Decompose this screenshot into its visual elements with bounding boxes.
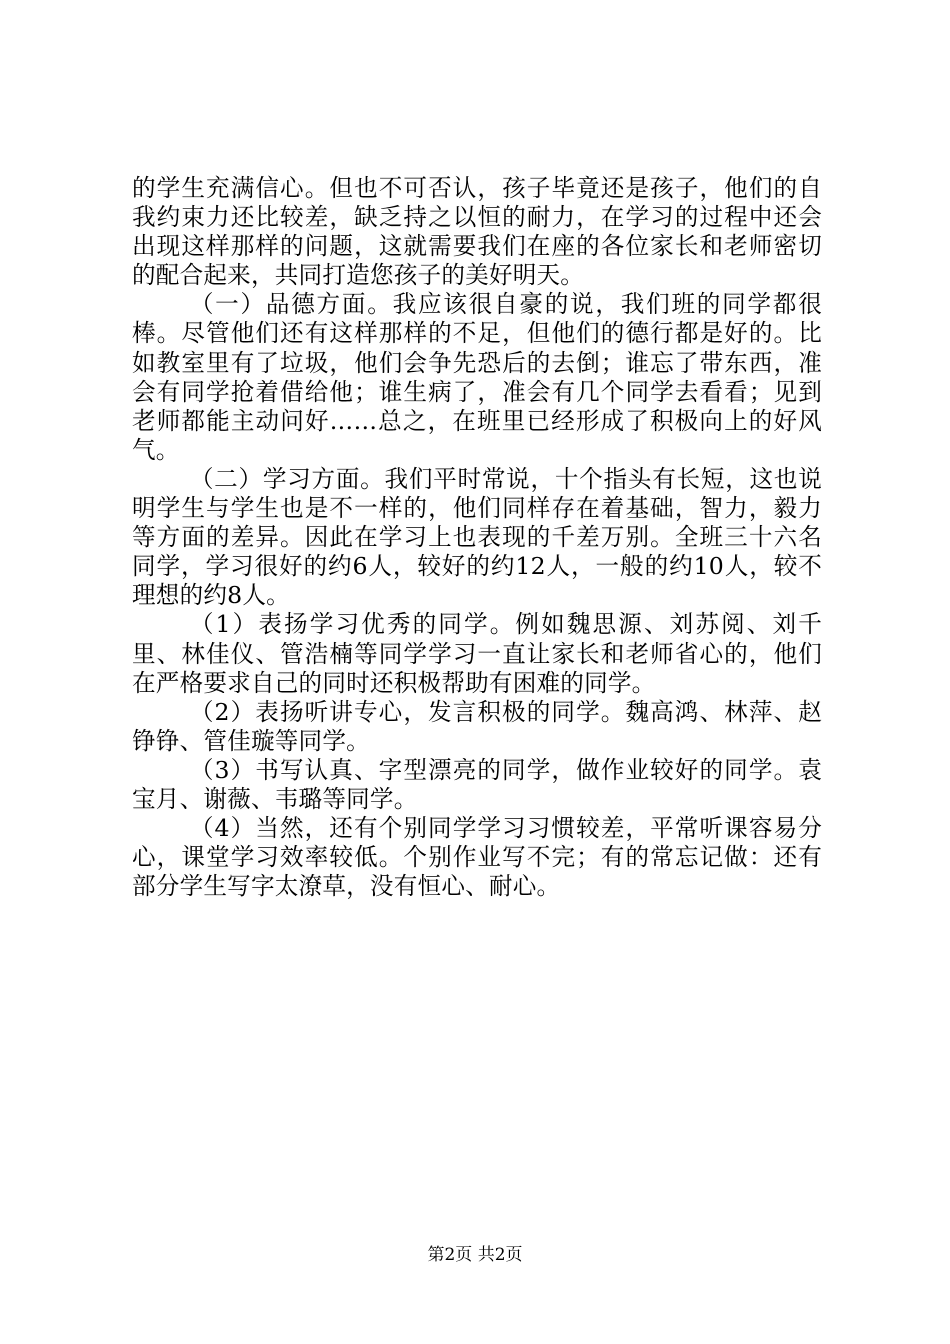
page-footer: [0, 1245, 950, 1265]
document-body: [132, 174, 822, 901]
page-number-label: 第2页 共2页: [427, 1245, 523, 1265]
paragraph-4: （1）表扬学习优秀的同学。例如魏思源、刘苏阅、刘千里、林佳仪、管浩楠等同学学习一直让家长和老师省心的，他们在严格要求自己的同时还积极帮助有困难的同学。: [132, 610, 822, 697]
paragraph-2: （一）品德方面。我应该很自豪的说，我们班的同学都很棒。尽管他们还有这样那样的不足，但他们的德行都是好的。比如教室里有了垃圾，他们会争先恐后的去倒；谁忘了带东西，准会有同学抢着借给他；谁生病了，准会有几个同学去看看；见到老师都能主动问好……总之，在班里已经形成了积极向上的好风气。: [132, 290, 822, 464]
paragraph-6: （3）书写认真、字型漂亮的同学，做作业较好的同学。袁宝月、谢薇、韦璐等同学。: [132, 755, 822, 813]
paragraph-1: 的学生充满信心。但也不可否认，孩子毕竟还是孩子，他们的自我约束力还比较差，缺乏持之以恒的耐力，在学习的过程中还会出现这样那样的问题，这就需要我们在座的各位家长和老师密切的配合起来，共同打造您孩子的美好明天。: [132, 174, 822, 290]
paragraph-3: （二）学习方面。我们平时常说，十个指头有长短，这也说明学生与学生也是不一样的，他们同样存在着基础，智力，毅力等方面的差异。因此在学习上也表现的千差万别。全班三十六名同学，学习很好的约6人，较好的约12人，一般的约10人，较不理想的约8人。: [132, 464, 822, 610]
paragraph-5: （2）表扬听讲专心，发言积极的同学。魏高鸿、林萍、赵铮铮、管佳璇等同学。: [132, 697, 822, 755]
paragraph-7: （4）当然，还有个别同学学习习惯较差，平常听课容易分心，课堂学习效率较低。个别作业写不完；有的常忘记做：还有部分学生写字太潦草，没有恒心、耐心。: [132, 814, 822, 901]
